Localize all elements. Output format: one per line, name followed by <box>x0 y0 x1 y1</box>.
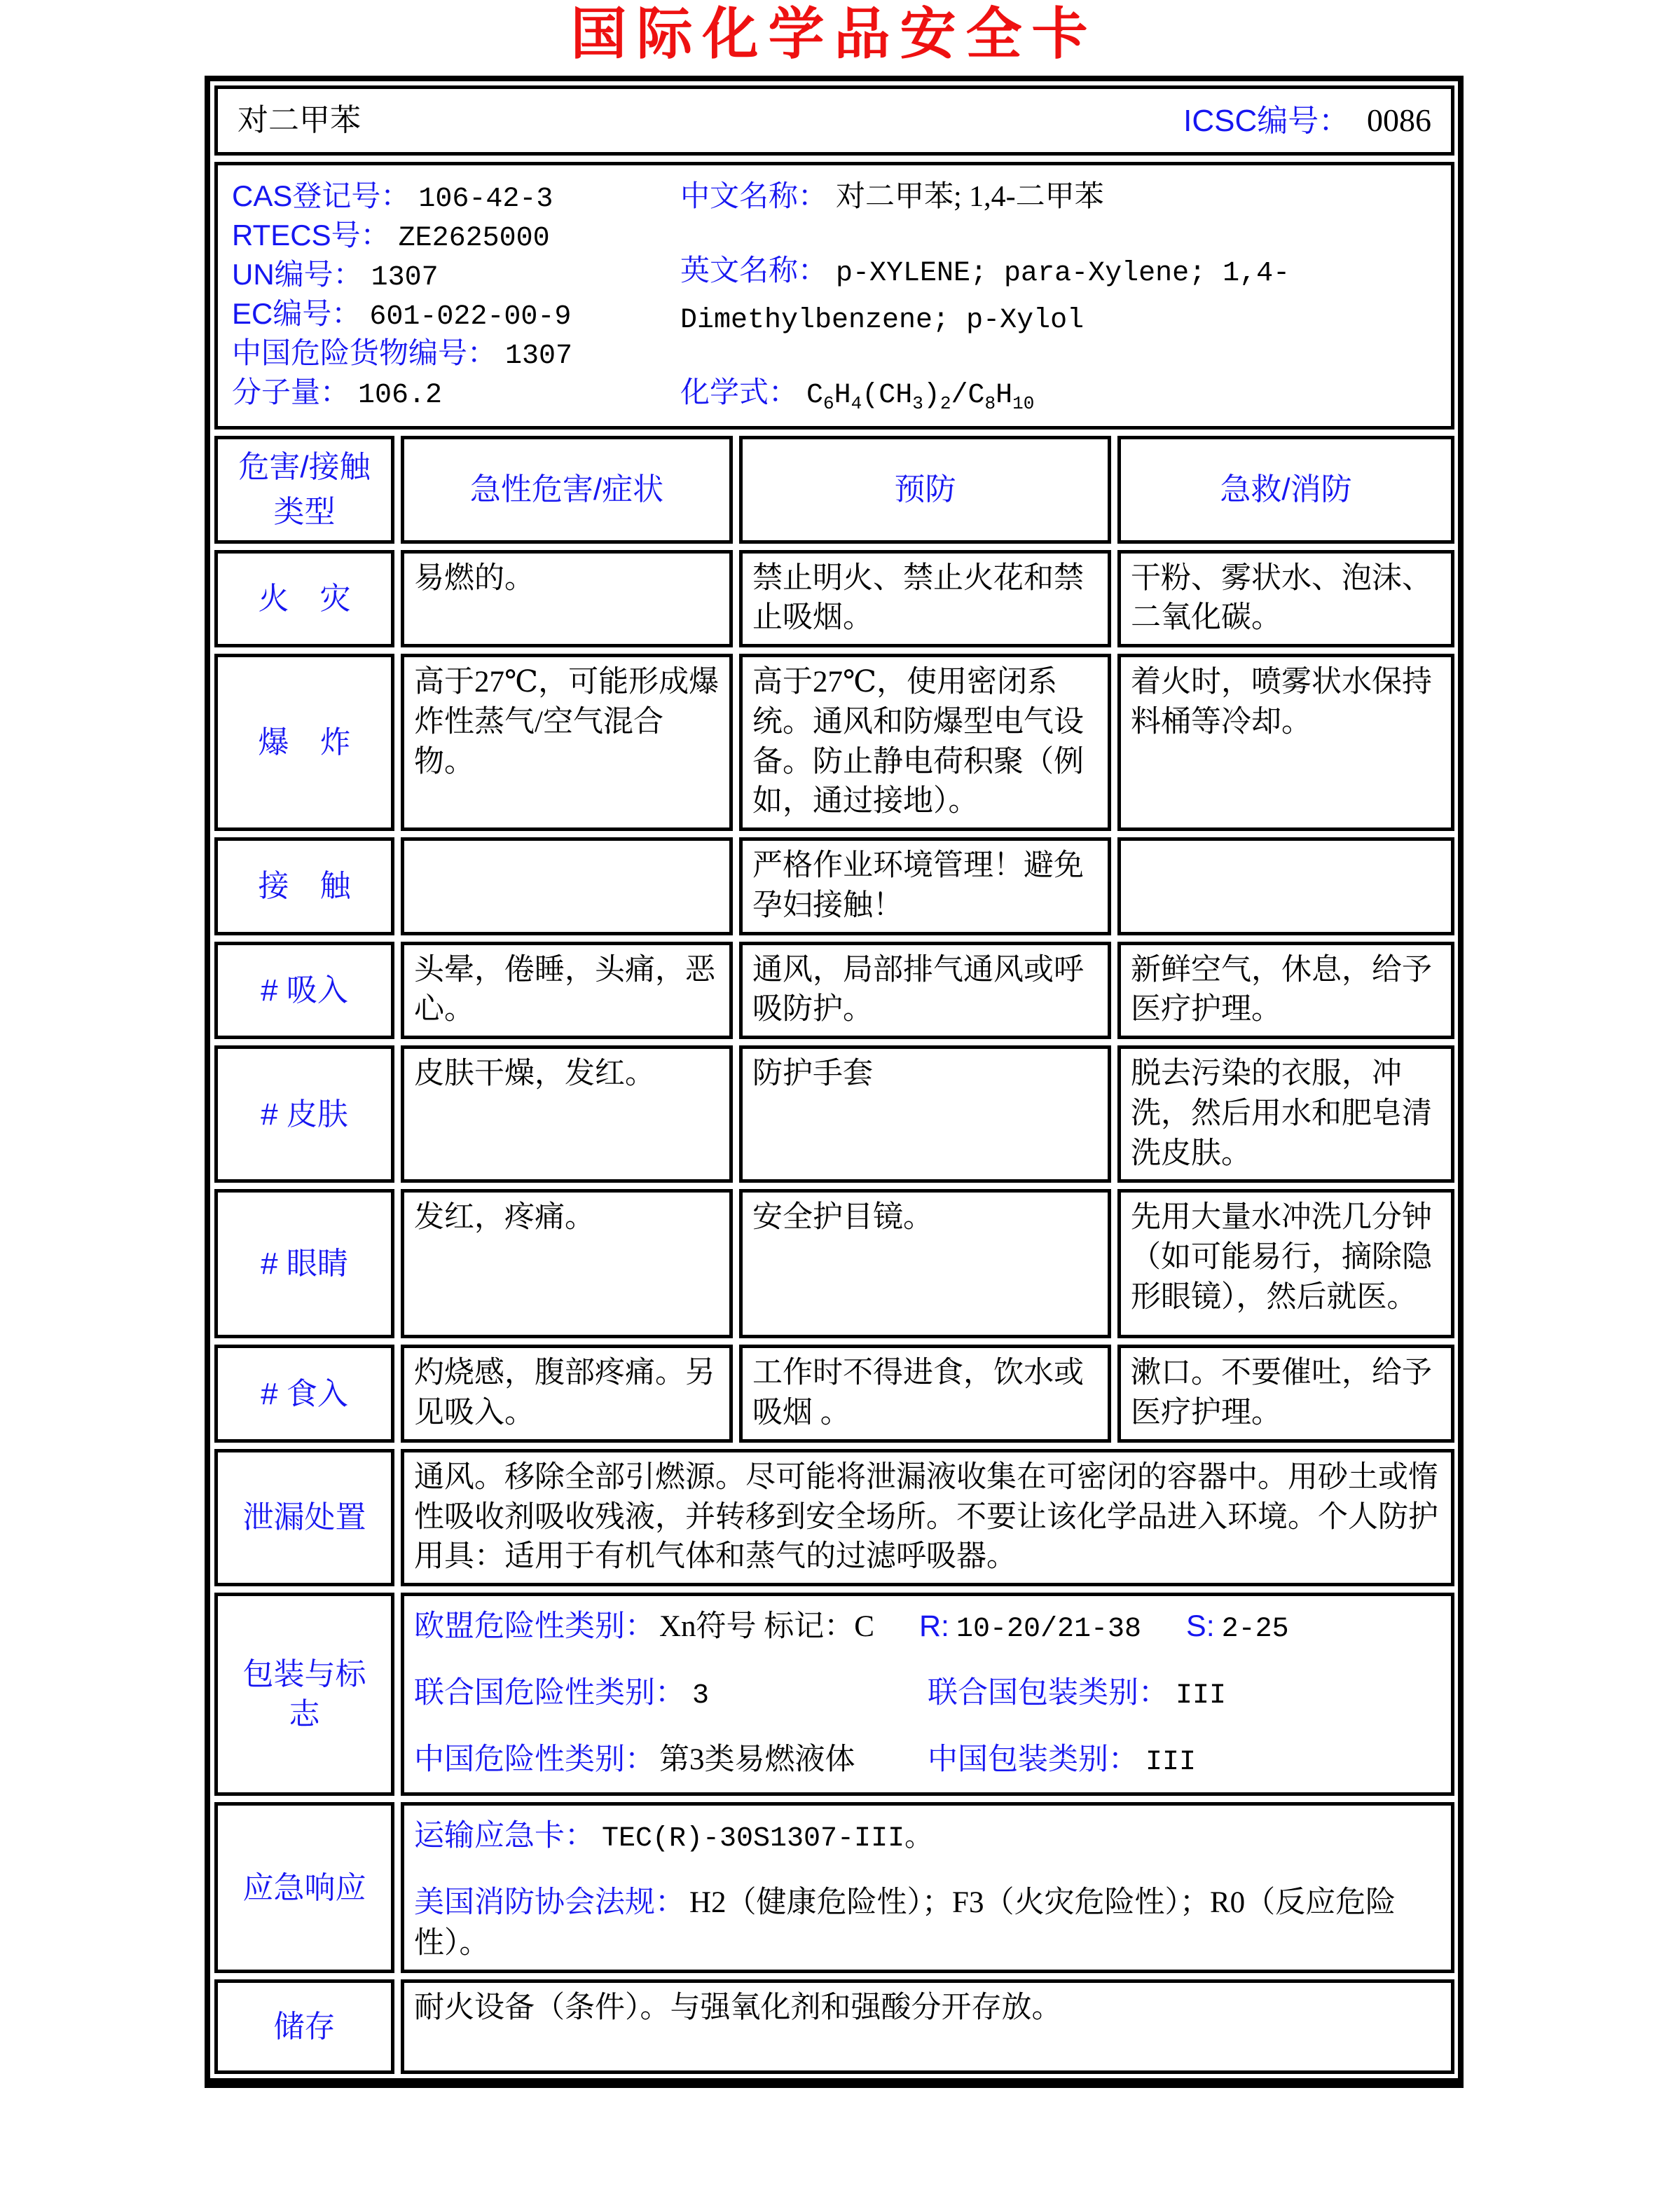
cell-fire-symptoms: 易燃的。 <box>401 550 733 648</box>
row-label-inhalation: # 吸入 <box>214 942 394 1040</box>
rtecs-label: RTECS号： <box>232 219 390 252</box>
row-label-explosion: 爆 炸 <box>214 654 394 831</box>
rtecs-number-line <box>232 217 680 256</box>
english-name-label: 英文名称： <box>680 253 828 287</box>
icsc-label: ICSC编号： <box>1183 103 1350 138</box>
s-phrases-value: 2-25 <box>1221 1614 1289 1646</box>
ec-label: EC编号： <box>232 297 362 330</box>
cell-emergency-content <box>401 1802 1454 1973</box>
identification-section <box>214 162 1454 430</box>
cell-contact-symptoms <box>401 837 733 935</box>
cell-skin-prevention: 防护手套 <box>739 1045 1111 1183</box>
row-label-fire: 火 灾 <box>214 550 394 648</box>
header-firstaid-firefighting <box>1117 436 1454 544</box>
china-dg-value: 1307 <box>505 341 573 372</box>
packaging-cn-line <box>414 1739 1441 1782</box>
rtecs-value: ZE2625000 <box>398 223 550 254</box>
packaging-eu-line <box>414 1606 1441 1649</box>
molecular-weight-label: 分子量： <box>232 376 350 408</box>
icsc-number-group <box>1183 99 1431 142</box>
molecular-weight-line <box>232 374 680 413</box>
ec-number-line <box>232 296 680 335</box>
safety-card-table <box>205 76 1464 2088</box>
row-label-ingestion: # 食入 <box>214 1345 394 1443</box>
china-dg-number-line <box>232 335 680 374</box>
cn-class-group <box>414 1739 928 1782</box>
cell-explosion-response: 着火时，喷雾状水保持料桶等冷却。 <box>1117 654 1454 831</box>
cn-class-value: 第3类易燃液体 <box>659 1743 855 1777</box>
header-acute-symptoms-label: 急性危害/症状 <box>469 472 664 507</box>
cell-ingestion-prevention: 工作时不得进食，饮水或吸烟 。 <box>739 1345 1111 1443</box>
un-number-line <box>232 256 680 296</box>
page-title: 国际化学品安全卡 <box>570 4 1098 66</box>
cell-eyes-prevention: 安全护目镜。 <box>739 1189 1111 1338</box>
eu-class-value: Xn符号 标记：C <box>659 1610 874 1644</box>
chemical-formula-value: $C_6H_4(CH_3)_2/C_8H_{10}$ <box>806 380 1035 414</box>
chinese-name-line <box>680 178 1437 216</box>
china-dg-label: 中国危险货物编号： <box>232 336 497 369</box>
s-phrases-label: S: <box>1186 1609 1215 1644</box>
r-phrases-value: 10-20/21-38 <box>956 1614 1142 1646</box>
row-label-storage: 储存 <box>214 1979 394 2074</box>
cell-eyes-response: 先用大量水冲洗几分钟（如可能易行，摘除隐形眼镜），然后就医。 <box>1117 1189 1454 1338</box>
header-prevention <box>739 436 1111 544</box>
cell-ingestion-response: 漱口。不要催吐，给予医疗护理。 <box>1117 1345 1454 1443</box>
substance-name: 对二甲苯 <box>238 102 361 137</box>
cas-label: CAS登记号： <box>232 179 411 212</box>
cn-pack-label: 中国包装类别： <box>928 1743 1138 1777</box>
header-hazard-type-line1: 危害/接触 <box>238 450 371 484</box>
chinese-name-label: 中文名称： <box>680 179 828 212</box>
cas-value: 106-42-3 <box>418 184 553 215</box>
cell-spillage-text: 通风。移除全部引燃源。尽可能将泄漏液收集在可密闭的容器中。用砂土或惰性吸收剂吸收残液，并转移到安全场所。不要让该化学品进入环境。个人防护用具：适用于有机气体和蒸气的过滤呼吸器。 <box>401 1449 1454 1586</box>
row-label-emergency: 应急响应 <box>214 1802 394 1973</box>
cell-skin-response: 脱去污染的衣服，冲洗，然后用水和肥皂清洗皮肤。 <box>1117 1045 1454 1183</box>
cn-pack-value: III <box>1145 1747 1197 1779</box>
cell-skin-symptoms: 皮肤干燥，发红。 <box>401 1045 733 1183</box>
cell-storage-text: 耐火设备（条件）。与强氧化剂和强酸分开存放。 <box>401 1979 1454 2074</box>
header-hazard-type <box>214 436 394 544</box>
row-label-skin: # 皮肤 <box>214 1045 394 1183</box>
un-value: 1307 <box>371 262 439 294</box>
row-label-contact: 接 触 <box>214 837 394 935</box>
transport-card-line <box>414 1815 1441 1858</box>
molecular-weight-value: 106.2 <box>358 380 443 411</box>
un-pack-label: 联合国包装类别： <box>928 1676 1169 1710</box>
cell-fire-response: 干粉、雾状水、泡沫、二氧化碳。 <box>1117 550 1454 648</box>
eu-class-label: 欧盟危险性类别： <box>414 1609 655 1644</box>
transport-card-label: 运输应急卡： <box>414 1819 595 1853</box>
un-pack-value: III <box>1176 1680 1227 1712</box>
cell-inhalation-prevention: 通风，局部排气通风或呼吸防护。 <box>739 942 1111 1040</box>
cn-class-label: 中国危险性类别： <box>414 1743 655 1777</box>
cell-ingestion-symptoms: 灼烧感，腹部疼痛。另见吸入。 <box>401 1345 733 1443</box>
row-label-spillage: 泄漏处置 <box>214 1449 394 1586</box>
cn-pack-group <box>928 1739 1441 1782</box>
substance-header-row <box>214 85 1454 156</box>
chemical-formula-line <box>680 374 1437 413</box>
identification-left-column <box>232 178 680 413</box>
r-phrases-label: R: <box>918 1609 949 1644</box>
chemical-formula-label: 化学式： <box>680 376 799 408</box>
cell-fire-prevention: 禁止明火、禁止火花和禁止吸烟。 <box>739 550 1111 648</box>
un-class-value: 3 <box>692 1680 710 1712</box>
header-prevention-label: 预防 <box>894 472 956 507</box>
cas-number-line <box>232 178 680 217</box>
ec-value: 601-022-00-9 <box>369 301 572 333</box>
header-acute-symptoms <box>401 436 733 544</box>
cell-contact-prevention: 严格作业环境管理！避免孕妇接触！ <box>739 837 1111 935</box>
cell-eyes-symptoms: 发红，疼痛。 <box>401 1189 733 1338</box>
safety-card-sheet <box>205 0 1464 2088</box>
header-firstaid-firefighting-label: 急救/消防 <box>1220 472 1352 507</box>
cell-contact-response <box>1117 837 1454 935</box>
cell-explosion-prevention: 高于27℃，使用密闭系统。通风和防爆型电气设备。防止静电荷积聚（例如，通过接地）。 <box>739 654 1111 831</box>
transport-card-value: TEC(R)-30S1307-III。 <box>602 1823 933 1855</box>
cell-inhalation-symptoms: 头晕，倦睡，头痛，恶心。 <box>401 942 733 1040</box>
english-name-value: p-XYLENE; para-Xylene; 1,4-Dimethylbenzene; p-Xylol <box>680 257 1290 336</box>
identification-right-column <box>680 178 1437 413</box>
nfpa-value: H2（健康危险性）；F3（火灾危险性）；R0（反应危险性）。 <box>414 1886 1396 1960</box>
cell-packaging-content <box>401 1593 1454 1796</box>
nfpa-label: 美国消防协会法规： <box>414 1885 685 1920</box>
english-name-line <box>680 247 1311 343</box>
packaging-un-line <box>414 1672 1441 1715</box>
row-label-eyes: # 眼睛 <box>214 1189 394 1338</box>
un-class-label: 联合国危险性类别： <box>414 1676 685 1710</box>
chinese-name-value: 对二甲苯; 1,4-二甲苯 <box>836 181 1104 213</box>
header-hazard-type-line2: 类型 <box>273 494 336 529</box>
icsc-number-value: 0086 <box>1367 102 1431 138</box>
cell-inhalation-response: 新鲜空气，休息，给予医疗护理。 <box>1117 942 1454 1040</box>
cell-explosion-symptoms: 高于27℃，可能形成爆炸性蒸气/空气混合物。 <box>401 654 733 831</box>
nfpa-line <box>414 1882 1441 1964</box>
un-class-group <box>414 1672 928 1715</box>
un-pack-group <box>928 1672 1441 1715</box>
row-label-packaging: 包装与标志 <box>214 1593 394 1796</box>
un-label: UN编号： <box>232 258 363 291</box>
